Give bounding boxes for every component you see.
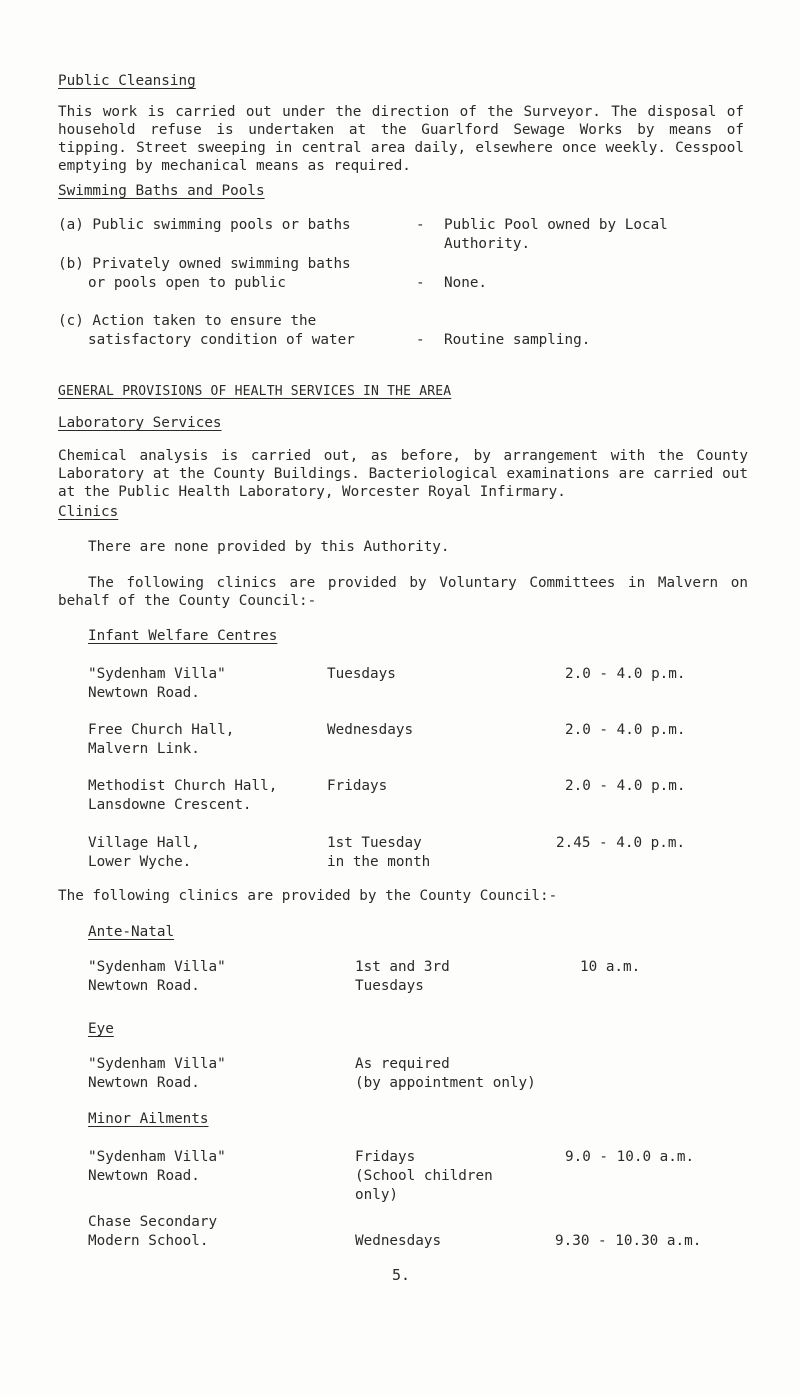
public-cleansing-heading: Public Cleansing [58, 73, 196, 89]
swimming-item-a-value-2: Authority. [444, 236, 531, 252]
minor-row-2-place: Chase Secondary [88, 1214, 218, 1230]
antenatal-heading: Ante-Natal [88, 924, 175, 940]
infant-row-3-time: 2.0 - 4.0 p.m. [565, 778, 686, 794]
clinics-county-intro: The following clinics are provided by the County Council:- [58, 888, 558, 904]
minor-row-1-time: 9.0 - 10.0 a.m. [565, 1149, 695, 1165]
swimming-item-c-value: Routine sampling. [444, 332, 591, 348]
infant-row-2-time: 2.0 - 4.0 p.m. [565, 722, 686, 738]
antenatal-place-2: Newtown Road. [88, 978, 200, 994]
minor-row-2-day: Wednesdays [355, 1233, 442, 1249]
eye-place: "Sydenham Villa" [88, 1056, 226, 1072]
antenatal-day: 1st and 3rd [355, 959, 450, 975]
eye-day-2: (by appointment only) [355, 1075, 536, 1091]
infant-row-1-place-2: Newtown Road. [88, 685, 200, 701]
page-number: 5. [392, 1266, 411, 1284]
laboratory-heading: Laboratory Services [58, 415, 222, 431]
infant-row-3-day: Fridays [327, 778, 388, 794]
laboratory-paragraph: Chemical analysis is carried out, as before, by arrangement with the County Laboratory at the County Buildings. Bacteriological examinations are carried out at the Public Health Laboratory, Worcester Royal Infirmary. [58, 448, 748, 500]
swimming-item-a-dash: - [416, 217, 425, 233]
minor-row-2-place-2: Modern School. [88, 1233, 209, 1249]
swimming-item-a-label: (a) Public swimming pools or baths [58, 217, 351, 233]
minor-row-2-time: 9.30 - 10.30 a.m. [555, 1233, 702, 1249]
minor-row-1-day-3: only) [355, 1187, 399, 1203]
antenatal-time: 10 a.m. [580, 959, 641, 975]
infant-row-4-time: 2.45 - 4.0 p.m. [556, 835, 686, 851]
swimming-item-b-value: None. [444, 275, 488, 291]
minor-row-1-place: "Sydenham Villa" [88, 1149, 226, 1165]
swimming-item-a-value: Public Pool owned by Local [444, 217, 668, 233]
swimming-item-c-label: (c) Action taken to ensure the [58, 313, 317, 329]
clinics-none-text: There are none provided by this Authority. [88, 539, 450, 555]
minor-row-1-day-2: (School children [355, 1168, 493, 1184]
infant-welfare-heading: Infant Welfare Centres [88, 628, 278, 644]
general-provisions-heading: GENERAL PROVISIONS OF HEALTH SERVICES IN THE AREA [58, 384, 452, 399]
swimming-heading: Swimming Baths and Pools [58, 183, 265, 199]
infant-row-3-place-2: Lansdowne Crescent. [88, 797, 252, 813]
infant-row-4-place-2: Lower Wyche. [88, 854, 192, 870]
infant-row-1-place: "Sydenham Villa" [88, 666, 226, 682]
swimming-item-c-dash: - [416, 332, 425, 348]
public-cleansing-paragraph: This work is carried out under the direction of the Surveyor. The disposal of household refuse is undertaken at the Guarlford Sewage Works by means of tipping. Street sweeping in central area daily, elsewhere once weekly. Cesspool emptying by mechanical means as required. [58, 104, 744, 174]
eye-heading: Eye [88, 1021, 114, 1037]
swimming-item-c-label-2: satisfactory condition of water [88, 332, 355, 348]
infant-row-3-place: Methodist Church Hall, [88, 778, 278, 794]
clinics-heading: Clinics [58, 504, 119, 520]
infant-row-2-place-2: Malvern Link. [88, 741, 200, 757]
eye-day: As required [355, 1056, 450, 1072]
infant-row-1-day: Tuesdays [327, 666, 396, 682]
minor-ailments-heading: Minor Ailments [88, 1111, 209, 1127]
clinics-voluntary-intro: The following clinics are provided by Voluntary Committees in Malvern on behalf of the County Council:- [58, 575, 748, 609]
swimming-item-b-dash: - [416, 275, 425, 291]
infant-row-4-place: Village Hall, [88, 835, 200, 851]
minor-row-1-day: Fridays [355, 1149, 416, 1165]
antenatal-day-2: Tuesdays [355, 978, 424, 994]
infant-row-4-day-2: in the month [327, 854, 431, 870]
swimming-item-b-label-2: or pools open to public [88, 275, 286, 291]
infant-row-2-day: Wednesdays [327, 722, 414, 738]
minor-row-1-place-2: Newtown Road. [88, 1168, 200, 1184]
infant-row-2-place: Free Church Hall, [88, 722, 235, 738]
infant-row-1-time: 2.0 - 4.0 p.m. [565, 666, 686, 682]
infant-row-4-day: 1st Tuesday [327, 835, 422, 851]
antenatal-place: "Sydenham Villa" [88, 959, 226, 975]
swimming-item-b-label: (b) Privately owned swimming baths [58, 256, 351, 272]
eye-place-2: Newtown Road. [88, 1075, 200, 1091]
